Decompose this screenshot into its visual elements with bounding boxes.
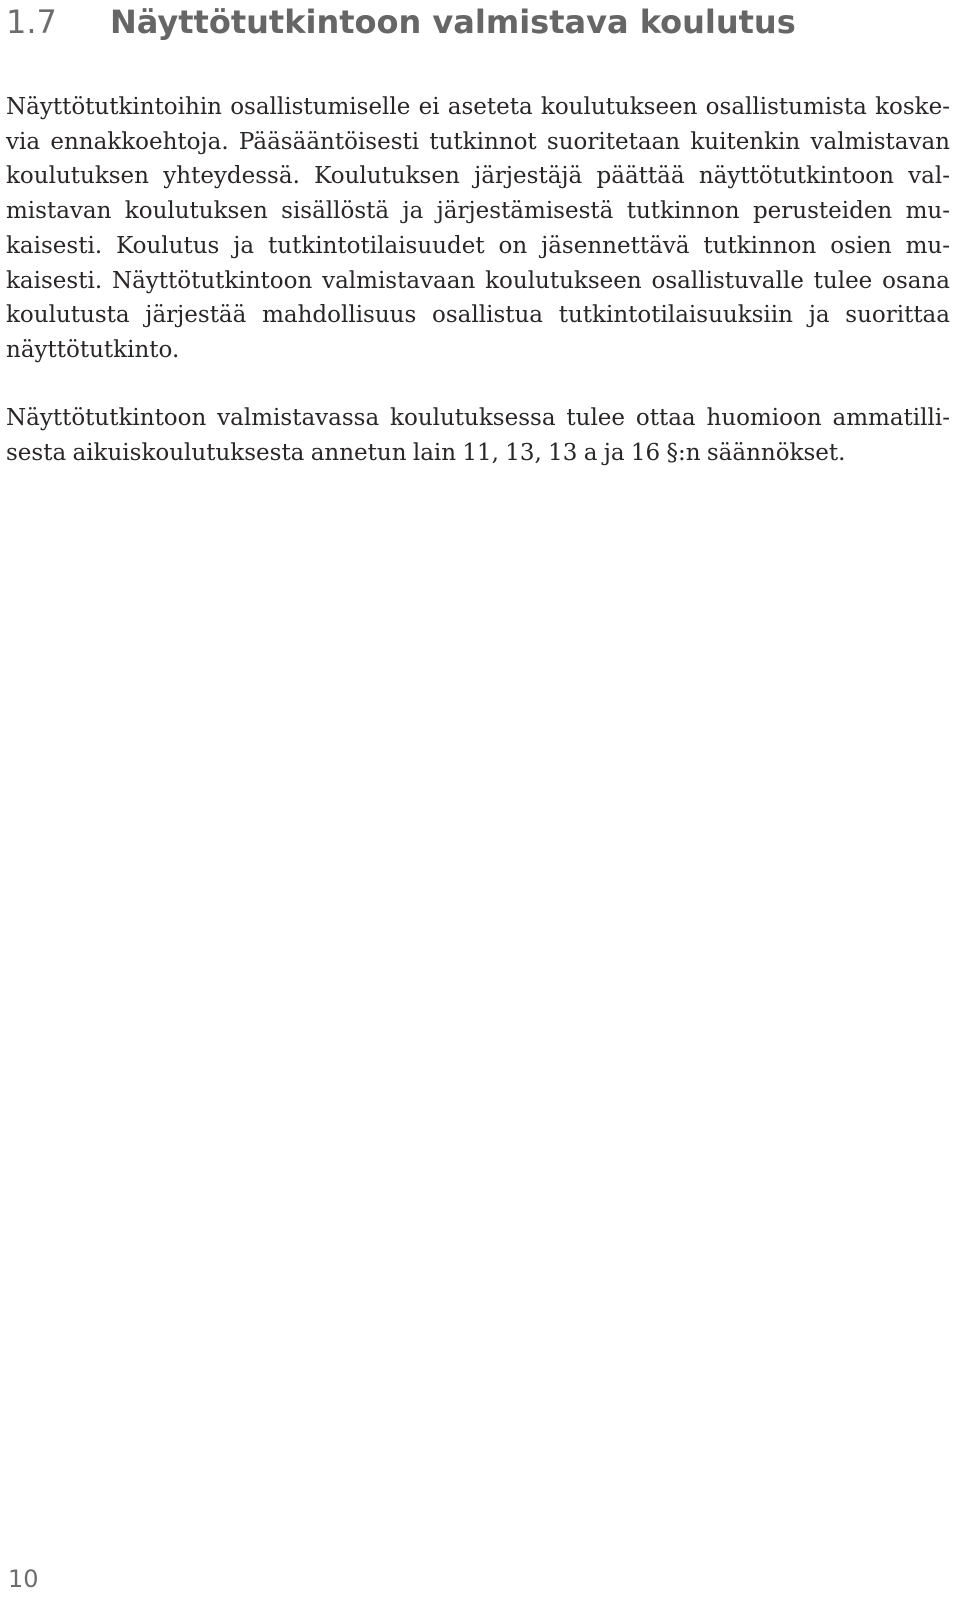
paragraph-line: mistavan koulutuksen sisällöstä ja järjestämisestä tutkinnon perusteiden mu- <box>6 198 950 225</box>
section-heading <box>6 0 796 44</box>
paragraph-2 <box>6 401 950 470</box>
paragraph-line: kaisesti. Näyttötutkintoon valmistavaan koulutukseen osallistuvalle tulee osana <box>6 267 950 294</box>
paragraph-line: sesta aikuiskoulutuksesta annetun lain 11, 13, 13 a ja 16 §:n säännökset. <box>6 439 846 466</box>
paragraph-line: Näyttötutkintoihin osallistumiselle ei aseteta koulutukseen osallistumista koske- <box>6 94 950 120</box>
paragraph-line: koulutuksen yhteydessä. Koulutuksen järjestäjä päättää näyttötutkintoon val- <box>6 163 950 190</box>
paragraph-line: koulutusta järjestää mahdollisuus osallistua tutkintotilaisuuksiin ja suorittaa <box>6 302 950 329</box>
page-number: 10 <box>8 1565 39 1593</box>
paragraph-line: kaisesti. Koulutus ja tutkintotilaisuudet on jäsennettävä tutkinnon osien mu- <box>6 232 950 259</box>
paragraph-1 <box>6 90 950 368</box>
paragraph-line: via ennakkoehtoja. Pääsääntöisesti tutkinnot suoritetaan kuitenkin valmistavan <box>6 128 950 155</box>
section-number: 1.7 <box>6 3 57 41</box>
paragraph-line: Näyttötutkintoon valmistavassa koulutuksessa tulee ottaa huomioon ammatilli- <box>6 405 950 431</box>
section-title: Näyttötutkintoon valmistava koulutus <box>110 3 796 41</box>
paragraph-line: näyttötutkinto. <box>6 336 180 363</box>
